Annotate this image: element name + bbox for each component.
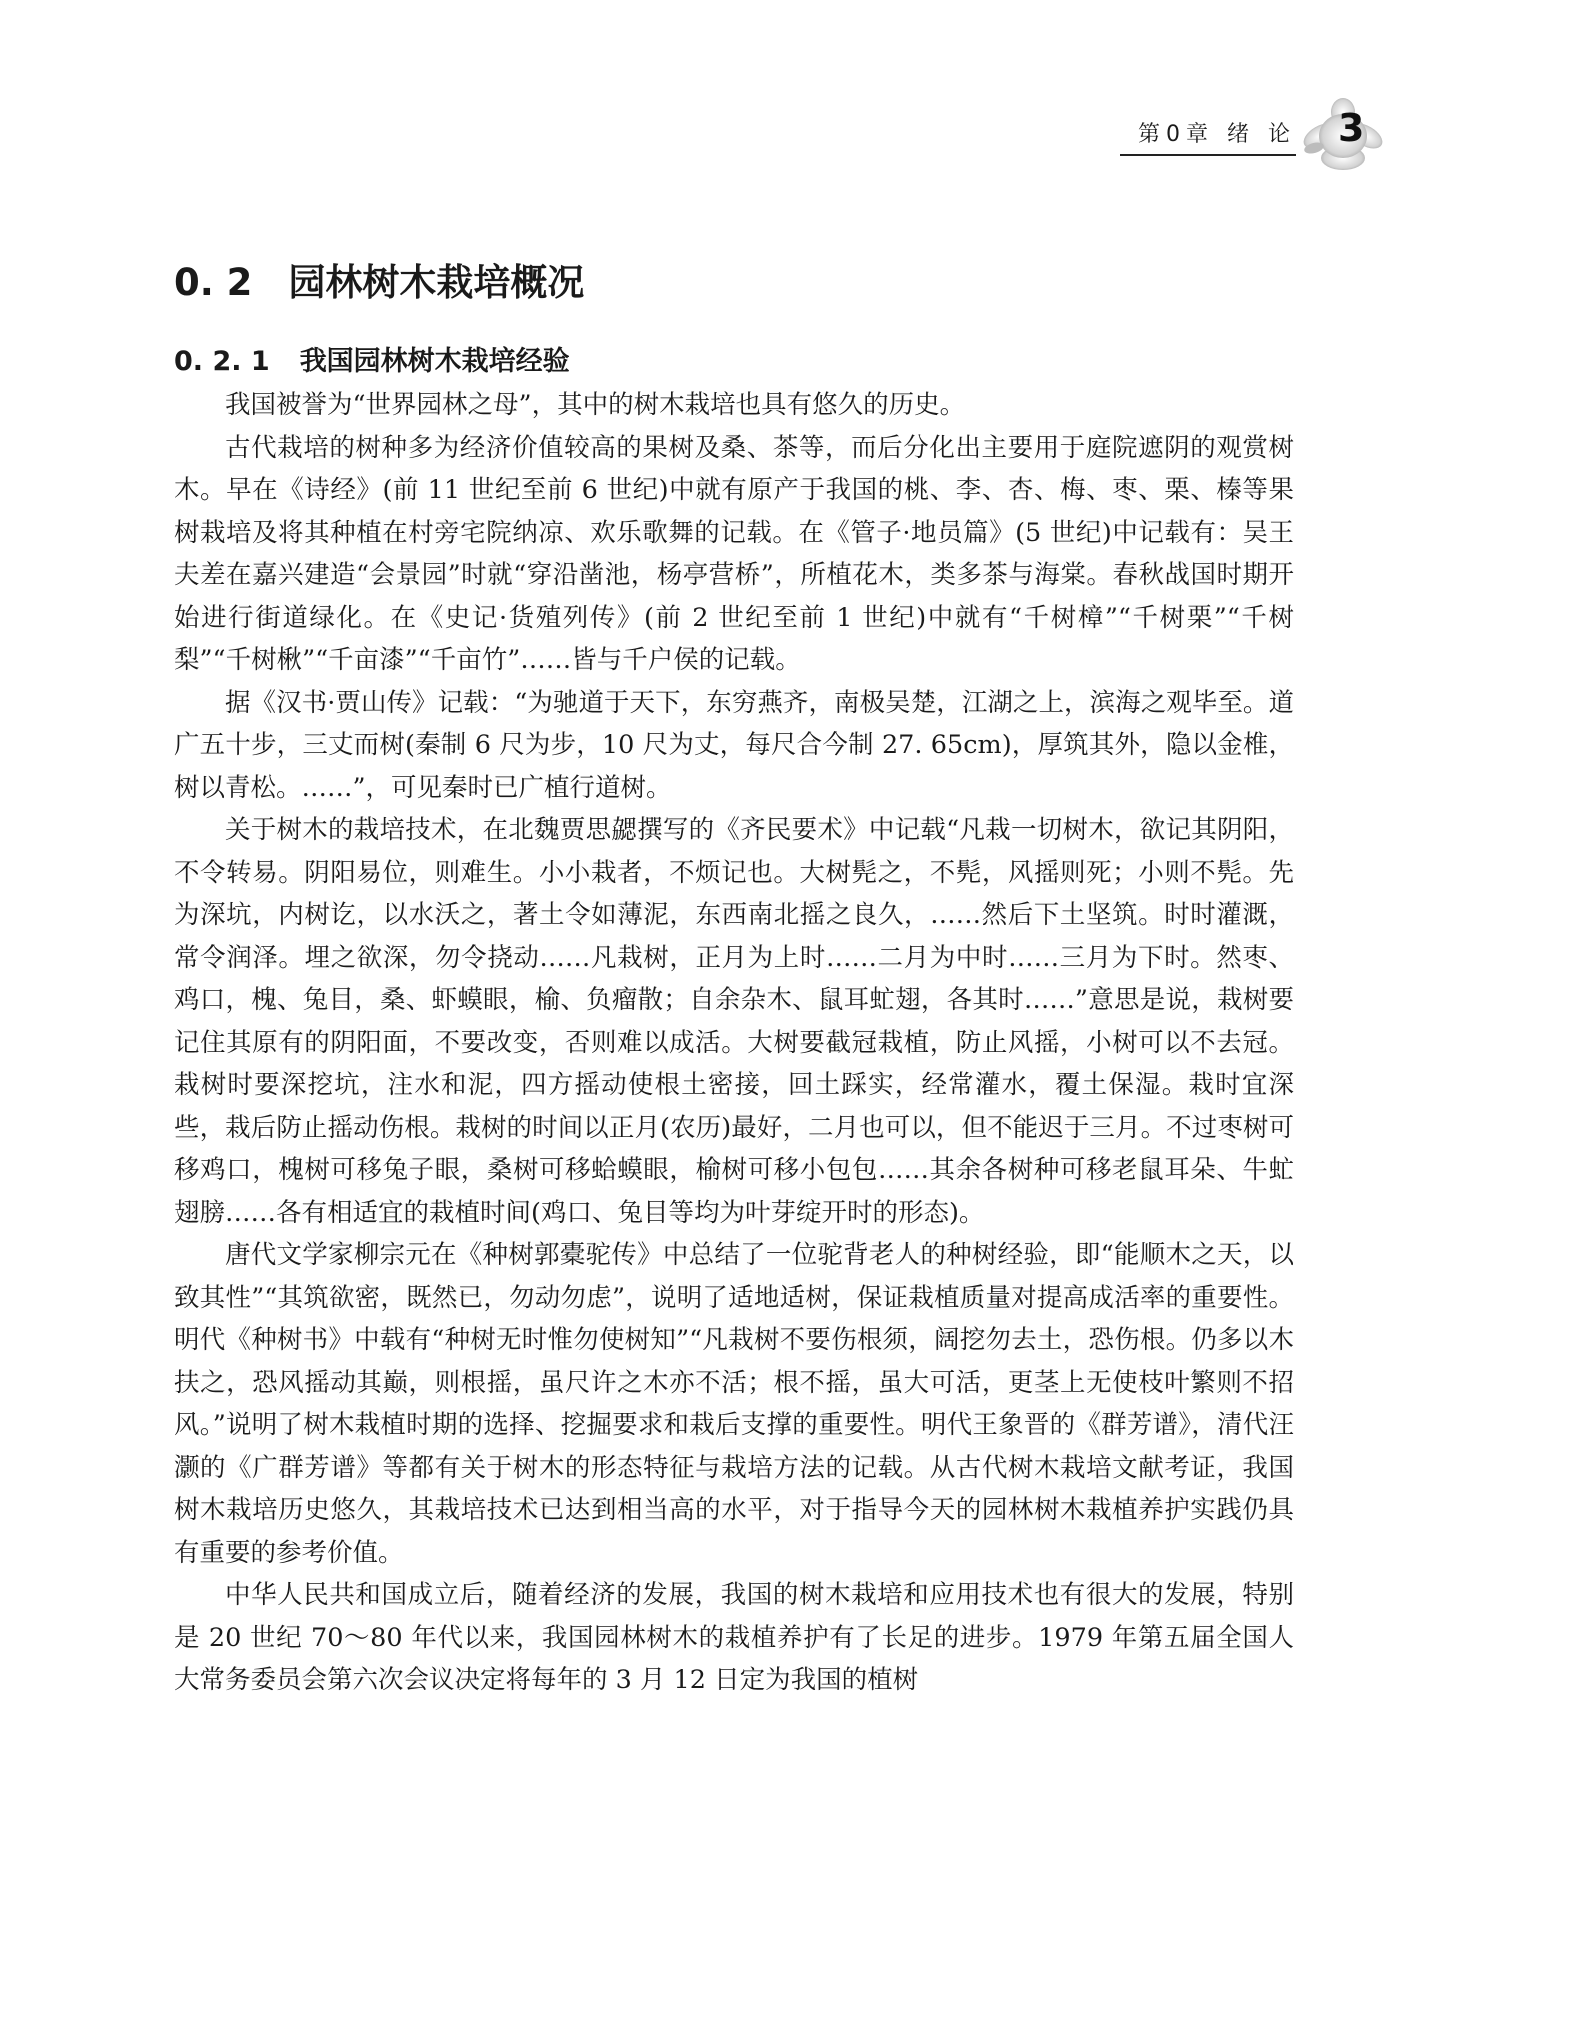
section-number: 0. 2 — [174, 261, 253, 304]
section-heading — [174, 252, 584, 306]
running-header — [1120, 116, 1296, 156]
paragraph: 中华人民共和国成立后，随着经济的发展，我国的树木栽培和应用技术也有很大的发展，特别是 20 世纪 70～80 年代以来，我国园林树木的栽植养护有了长足的进步。1979 年第五届全国人大常务委员会第六次会议决定将每年的 3 月 12 日定为我国的植树 — [174, 1580, 1294, 1695]
page-number-badge — [1300, 96, 1386, 176]
subsection-number: 0. 2. 1 — [174, 346, 270, 377]
subsection-heading — [174, 339, 570, 378]
subsection-title: 我国园林树木栽培经验 — [299, 346, 570, 377]
paragraph: 关于树木的栽培技术，在北魏贾思勰撰写的《齐民要术》中记载“凡栽一切树木，欲记其阴阳，不令转易。阴阳易位，则难生。小小栽者，不烦记也。大树髡之，不髡，风摇则死；小则不髡。先为深坑，内树讫，以水沃之，著土令如薄泥，东西南北摇之良久，……然后下土坚筑。时时灌溉，常令润泽。埋之欲深，勿令挠动……凡栽树，正月为上时……二月为中时……三月为下时。然枣、鸡口，槐、兔目，桑、虾蟆眼，榆、负瘤散；自余杂木、鼠耳虻翅，各其时……”意思是说，栽树要记住其原有的阴阳面，不要改变，否则难以成活。大树要截冠栽植，防止风摇，小树可以不去冠。栽树时要深挖坑，注水和泥，四方摇动使根土密接，回土踩实，经常灌水，覆土保湿。栽时宜深些，栽后防止摇动伤根。栽树的时间以正月(农历)最好，二月也可以，但不能迟于三月。不过枣树可移鸡口，槐树可移兔子眼，桑树可移蛤蟆眼，榆树可移小包包……其余各树种可移老鼠耳朵、牛虻翅膀……各有相适宜的栽植时间(鸡口、兔目等均为叶芽绽开时的形态)。 — [174, 815, 1294, 1228]
paragraph: 据《汉书·贾山传》记载：“为驰道于天下，东穷燕齐，南极吴楚，江湖之上，滨海之观毕至。道广五十步，三丈而树(秦制 6 尺为步，10 尺为丈，每尺合今制 27. 65cm)，厚筑其外，隐以金椎，树以青松。……”，可见秦时已广植行道树。 — [174, 687, 1294, 803]
section-title: 园林树木栽培概况 — [288, 261, 585, 304]
body-text — [174, 384, 1294, 1702]
paragraph: 唐代文学家柳宗元在《种树郭橐驼传》中总结了一位驼背老人的种树经验，即“能顺木之天，以致其性”“其筑欲密，既然已，勿动勿虑”，说明了适地适树，保证栽植质量对提高成活率的重要性。明代《种树书》中载有“种树无时惟勿使树知”“凡栽树不要伤根须，阔挖勿去土，恐伤根。仍多以木扶之，恐风摇动其巅，则根摇，虽尺许之木亦不活；根不摇，虽大可活，更茎上无使枝叶繁则不招风。”说明了树木栽植时期的选择、挖掘要求和栽后支撑的重要性。明代王象晋的《群芳谱》，清代汪灏的《广群芳谱》等都有关于树木的形态特征与栽培方法的记载。从古代树木栽培文献考证，我国树木栽培历史悠久，其栽培技术已达到相当高的水平，对于指导今天的园林树木栽植养护实践仍具有重要的参考价值。 — [174, 1240, 1294, 1568]
paragraph: 古代栽培的树种多为经济价值较高的果树及桑、茶等，而后分化出主要用于庭院遮阴的观赏树木。早在《诗经》(前 11 世纪至前 6 世纪)中就有原产于我国的桃、李、杏、梅、枣、栗、榛等果树栽培及将其种植在村旁宅院纳凉、欢乐歌舞的记载。在《管子·地员篇》(5 世纪)中记载有：吴王夫差在嘉兴建造“会景园”时就“穿沿凿池，杨亭营桥”，所植花木，类多茶与海棠。春秋战国时期开始进行街道绿化。在《史记·货殖列传》(前 2 世纪至前 1 世纪)中就有“千树樟”“千树栗”“千树梨”“千树楸”“千亩漆”“千亩竹”……皆与千户侯的记载。 — [174, 432, 1294, 675]
paragraph: 我国被誉为“世界园林之母”，其中的树木栽培也具有悠久的历史。 — [225, 390, 966, 420]
chapter-label: 第0章 绪 论 — [1138, 122, 1296, 147]
page-number: 3 — [1338, 106, 1365, 150]
